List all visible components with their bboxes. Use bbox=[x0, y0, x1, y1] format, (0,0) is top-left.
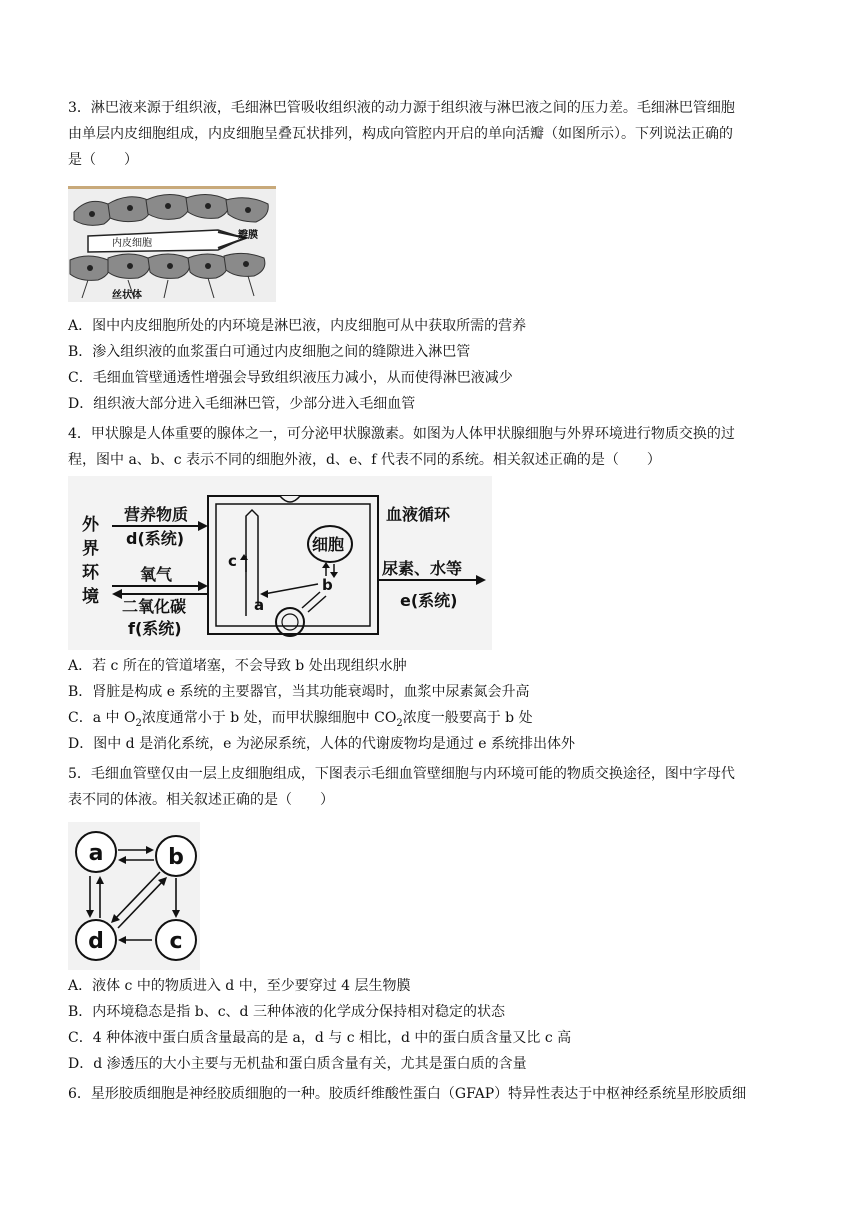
q5-body-fluid-figure bbox=[68, 822, 200, 970]
label-node-b: b bbox=[168, 845, 184, 870]
label-node-c: c bbox=[169, 929, 183, 954]
label-e-system: e(系统) bbox=[400, 591, 458, 610]
q3-lymph-capillary-figure bbox=[68, 186, 276, 302]
label-node-d: d bbox=[88, 929, 104, 954]
label-external-3: 环 bbox=[82, 563, 99, 583]
q4-stem-line-1: 4．甲状腺是人体重要的腺体之一，可分泌甲状腺激素。如图为人体甲状腺细胞与外界环境进行物质交换的过 bbox=[68, 426, 735, 442]
q6-stem-line-1: 6．星形胶质细胞是神经胶质细胞的一种。胶质纤维酸性蛋白（GFAP）特异性表达于中枢神经系统星形胶质细 bbox=[68, 1086, 747, 1102]
q4-option-c bbox=[68, 708, 792, 734]
label-circulation: 血液循环 bbox=[386, 505, 451, 524]
label-oxygen: 氧气 bbox=[140, 565, 173, 584]
label-external-4: 境 bbox=[82, 587, 99, 607]
label-b: b bbox=[322, 576, 333, 594]
q5-option-b: B．内环境稳态是指 b、c、d 三种体液的化学成分保持相对稳定的状态 bbox=[68, 1004, 505, 1020]
label-filament: 丝状体 bbox=[112, 290, 142, 301]
label-endothelial-cell: 内皮细胞 bbox=[112, 238, 152, 249]
q4-option-c-part-1: C．a 中 O bbox=[68, 710, 136, 726]
label-c: c bbox=[228, 552, 237, 570]
q4-option-c-sub-1: 2 bbox=[135, 717, 142, 729]
label-valve: 瓣膜 bbox=[238, 230, 258, 241]
q3-option-b: B．渗入组织液的血浆蛋白可通过内皮细胞之间的缝隙进入淋巴管 bbox=[68, 344, 471, 360]
label-cell: 细胞 bbox=[312, 535, 345, 554]
q5-stem-line-2: 表不同的体液。相关叙述正确的是（ ） bbox=[68, 792, 334, 808]
q4-option-c-part-3: 浓度一般要高于 b 处 bbox=[402, 710, 533, 726]
q3-option-d: D．组织液大部分进入毛细淋巴管，少部分进入毛细血管 bbox=[68, 396, 416, 412]
q3-stem-line-3: 是（ ） bbox=[68, 152, 138, 168]
q3-stem-line-1: 3．淋巴液来源于组织液，毛细淋巴管吸收组织液的动力源于组织液与淋巴液之间的压力差。毛细淋巴管细胞 bbox=[68, 100, 735, 116]
q3-option-a: A．图中内皮细胞所处的内环境是淋巴液，内皮细胞可从中获取所需的营养 bbox=[68, 318, 527, 334]
label-node-a: a bbox=[88, 841, 104, 866]
q3-stem-line-2: 由单层内皮细胞组成，内皮细胞呈叠瓦状排列，构成向管腔内开启的单向活瓣（如图所示）。下列说法正确的 bbox=[68, 126, 733, 142]
q5-option-a: A．液体 c 中的物质进入 d 中，至少要穿过 4 层生物膜 bbox=[68, 978, 411, 994]
label-co2: 二氧化碳 bbox=[122, 597, 187, 616]
q4-option-c-sub-2: 2 bbox=[396, 717, 403, 729]
label-nutrients: 营养物质 bbox=[124, 505, 189, 524]
label-d-system: d(系统) bbox=[126, 529, 185, 548]
label-external-1: 外 bbox=[82, 515, 99, 535]
label-external-2: 界 bbox=[82, 539, 99, 559]
q4-option-d: D．图中 d 是消化系统，e 为泌尿系统，人体的代谢废物均是通过 e 系统排出体外 bbox=[68, 736, 576, 752]
label-a: a bbox=[254, 596, 265, 614]
q4-option-b: B．肾脏是构成 e 系统的主要器官，当其功能衰竭时，血浆中尿素氮会升高 bbox=[68, 684, 530, 700]
q5-option-c: C．4 种体液中蛋白质含量最高的是 a，d 与 c 相比，d 中的蛋白质含量又比 c 高 bbox=[68, 1030, 572, 1046]
q4-option-c-part-2: 浓度通常小于 b 处，而甲状腺细胞中 CO bbox=[141, 710, 397, 726]
q5-stem-line-1: 5．毛细血管壁仅由一层上皮细胞组成，下图表示毛细血管壁细胞与内环境可能的物质交换途径，图中字母代 bbox=[68, 766, 735, 782]
label-urea: 尿素、水等 bbox=[382, 559, 463, 578]
q4-option-a: A．若 c 所在的管道堵塞，不会导致 b 处出现组织水肿 bbox=[68, 658, 407, 674]
q4-thyroid-exchange-figure bbox=[68, 476, 492, 650]
q5-option-d: D．d 渗透压的大小主要与无机盐和蛋白质含量有关，尤其是蛋白质的含量 bbox=[68, 1056, 527, 1072]
q3-option-c: C．毛细血管壁通透性增强会导致组织液压力减小，从而使得淋巴液减少 bbox=[68, 370, 513, 386]
q4-stem-line-2: 程，图中 a、b、c 表示不同的细胞外液，d、e、f 代表不同的系统。相关叙述正确的是（ ） bbox=[68, 452, 661, 468]
label-f-system: f(系统) bbox=[128, 619, 182, 638]
